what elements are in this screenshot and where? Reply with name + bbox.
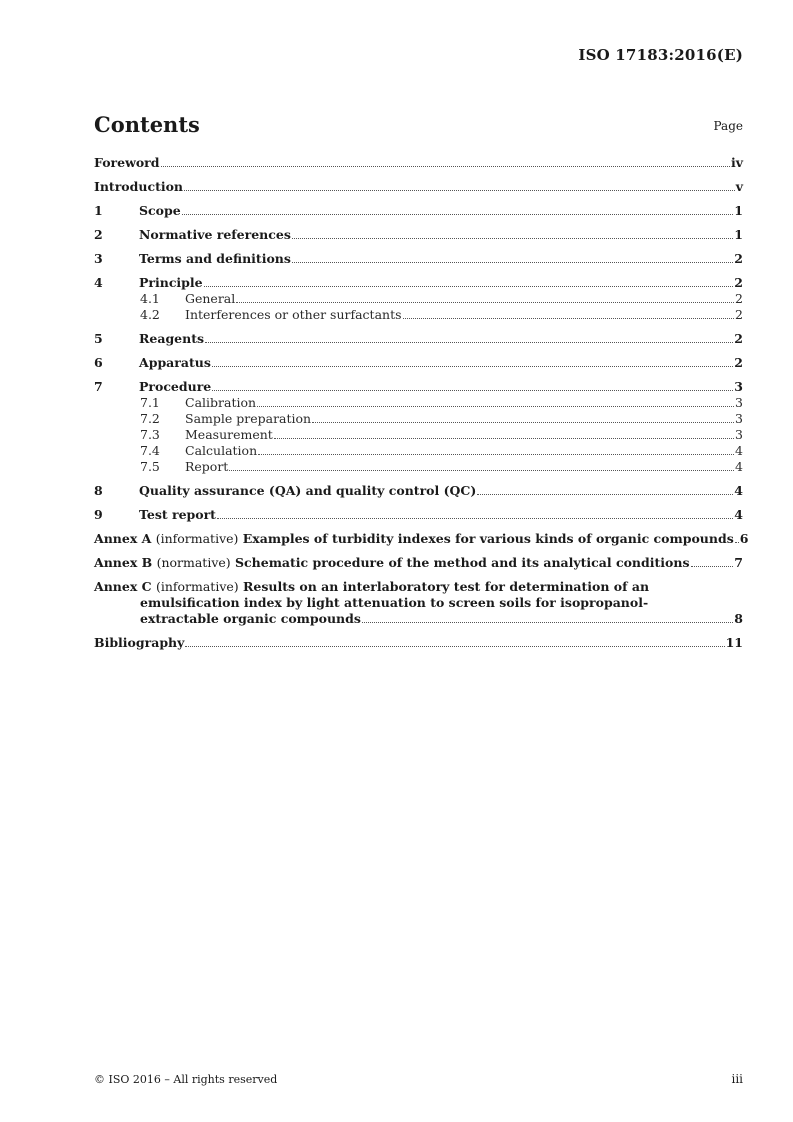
toc-page: 4 [735,459,743,474]
toc-page: 3 [735,411,743,426]
toc-number: 8 [94,483,103,498]
dot-leader [182,213,734,215]
toc-number: 7.3 [140,427,160,442]
toc-page: 3 [735,427,743,442]
toc-entry-terms-and-definitions[interactable] [94,251,743,267]
dot-leader [274,437,734,439]
toc-page: 6 [739,531,749,546]
dot-leader [292,261,733,263]
dot-leader [257,405,734,407]
dot-leader [205,341,733,343]
dot-leader [362,621,733,623]
annex-title-line-1: Results on an interlaboratory test for determination of an [243,579,650,594]
dot-leader [691,565,734,567]
dot-leader [161,165,730,167]
dot-leader [212,389,733,391]
toc-entry-quality-assurance[interactable] [94,483,743,499]
table-of-contents [94,155,749,651]
dot-leader [312,421,734,423]
toc-title: Foreword [94,155,160,170]
toc-entry-bibliography[interactable] [94,635,743,651]
page-column-label: Page [713,119,743,133]
toc-subentry-report[interactable] [94,459,743,475]
toc-title: Quality assurance (QA) and quality control (QC) [139,483,477,498]
dot-leader [292,237,733,239]
dot-leader [403,317,735,319]
toc-title: Calculation [185,443,258,458]
toc-entry-procedure[interactable] [94,379,743,395]
toc-number: 4.1 [140,291,160,306]
toc-title: General [185,291,236,306]
dot-leader [735,541,739,543]
toc-page: 4 [734,507,743,522]
toc-entry-apparatus[interactable] [94,355,743,371]
toc-title: Bibliography [94,635,185,650]
toc-subentry-calculation[interactable] [94,443,743,459]
annex-kind: (informative) [155,531,239,546]
toc-number: 7.4 [140,443,160,458]
toc-page: 2 [735,307,743,322]
toc-title: Principle [139,275,203,290]
toc-number: 6 [94,355,103,370]
annex-title: Examples of turbidity indexes for various kinds of organic compounds [242,531,734,546]
toc-number: 3 [94,251,103,266]
toc-page: 2 [734,331,743,346]
toc-title: Introduction [94,179,184,194]
toc-entry-principle[interactable] [94,275,743,291]
dot-leader [229,469,734,471]
toc-page: 1 [734,227,743,242]
toc-title: Interferences or other surfactants [185,307,402,322]
toc-entry-annex-b[interactable] [94,555,743,571]
toc-page: iv [730,155,743,170]
dot-leader [236,301,734,303]
toc-page: 1 [734,203,743,218]
toc-title [94,531,734,547]
toc-page: 7 [734,555,743,570]
toc-entry-annex-c[interactable] [94,579,743,627]
toc-title: Procedure [139,379,212,394]
toc-page: v [735,179,743,194]
annex-c-line-2: emulsification index by light attenuation to screen soils for isopropanol- [140,595,649,610]
toc-page: 3 [734,379,743,394]
toc-title: Sample preparation [185,411,312,426]
dot-leader [184,189,735,191]
toc-number: 2 [94,227,103,242]
toc-number: 9 [94,507,103,522]
toc-number: 1 [94,203,103,218]
contents-title: Contents [94,112,200,137]
annex-title-line-3: extractable organic compounds [140,611,361,626]
toc-subentry-interferences[interactable] [94,307,743,323]
toc-page: 2 [734,251,743,266]
toc-entry-annex-a[interactable] [94,531,749,547]
toc-number: 4 [94,275,103,290]
toc-number: 7.2 [140,411,160,426]
dot-leader [212,365,733,367]
footer-copyright: © ISO 2016 – All rights reserved [94,1073,278,1086]
annex-title: Schematic procedure of the method and its analytical conditions [235,555,690,570]
dot-leader [477,493,733,495]
toc-subentry-measurement[interactable] [94,427,743,443]
dot-leader [204,285,734,287]
toc-page: 4 [734,483,743,498]
toc-entry-test-report[interactable] [94,507,743,523]
toc-title: Apparatus [139,355,211,370]
dot-leader [217,517,733,519]
toc-number: 7 [94,379,103,394]
annex-kind: (normative) [156,555,231,570]
footer-page-number: iii [731,1072,743,1086]
toc-subentry-general[interactable] [94,291,743,307]
toc-entry-reagents[interactable] [94,331,743,347]
dot-leader [258,453,734,455]
toc-title: Scope [139,203,181,218]
toc-page: 4 [735,443,743,458]
toc-title: Normative references [139,227,291,242]
annex-c-line-3 [94,611,743,627]
toc-page: 11 [725,635,743,650]
toc-number: 7.5 [140,459,160,474]
toc-title: Report [185,459,229,474]
annex-kind: (informative) [155,579,239,594]
toc-entry-normative-references[interactable] [94,227,743,243]
toc-number: 4.2 [140,307,160,322]
toc-entry-introduction[interactable] [94,179,743,195]
toc-subentry-calibration[interactable] [94,395,743,411]
annex-label: Annex B [94,555,153,570]
toc-page: 2 [734,355,743,370]
toc-subentry-sample-preparation[interactable] [94,411,743,427]
toc-title: Measurement [185,427,273,442]
toc-title: Terms and definitions [139,251,291,266]
annex-label: Annex A [94,531,152,546]
toc-title [94,555,690,571]
annex-c-line-1 [94,579,743,595]
toc-title: Calibration [185,395,257,410]
toc-entry-foreword[interactable] [94,155,743,171]
toc-number: 5 [94,331,103,346]
toc-page: 3 [735,395,743,410]
annex-label: Annex C [94,579,152,594]
toc-page: 2 [735,291,743,306]
document-header-id: ISO 17183:2016(E) [578,46,743,64]
toc-entry-scope[interactable] [94,203,743,219]
toc-number: 7.1 [140,395,160,410]
toc-title: Reagents [139,331,205,346]
toc-title: Test report [139,507,216,522]
toc-page: 2 [734,275,743,290]
dot-leader [185,645,724,647]
toc-page: 8 [734,611,743,626]
